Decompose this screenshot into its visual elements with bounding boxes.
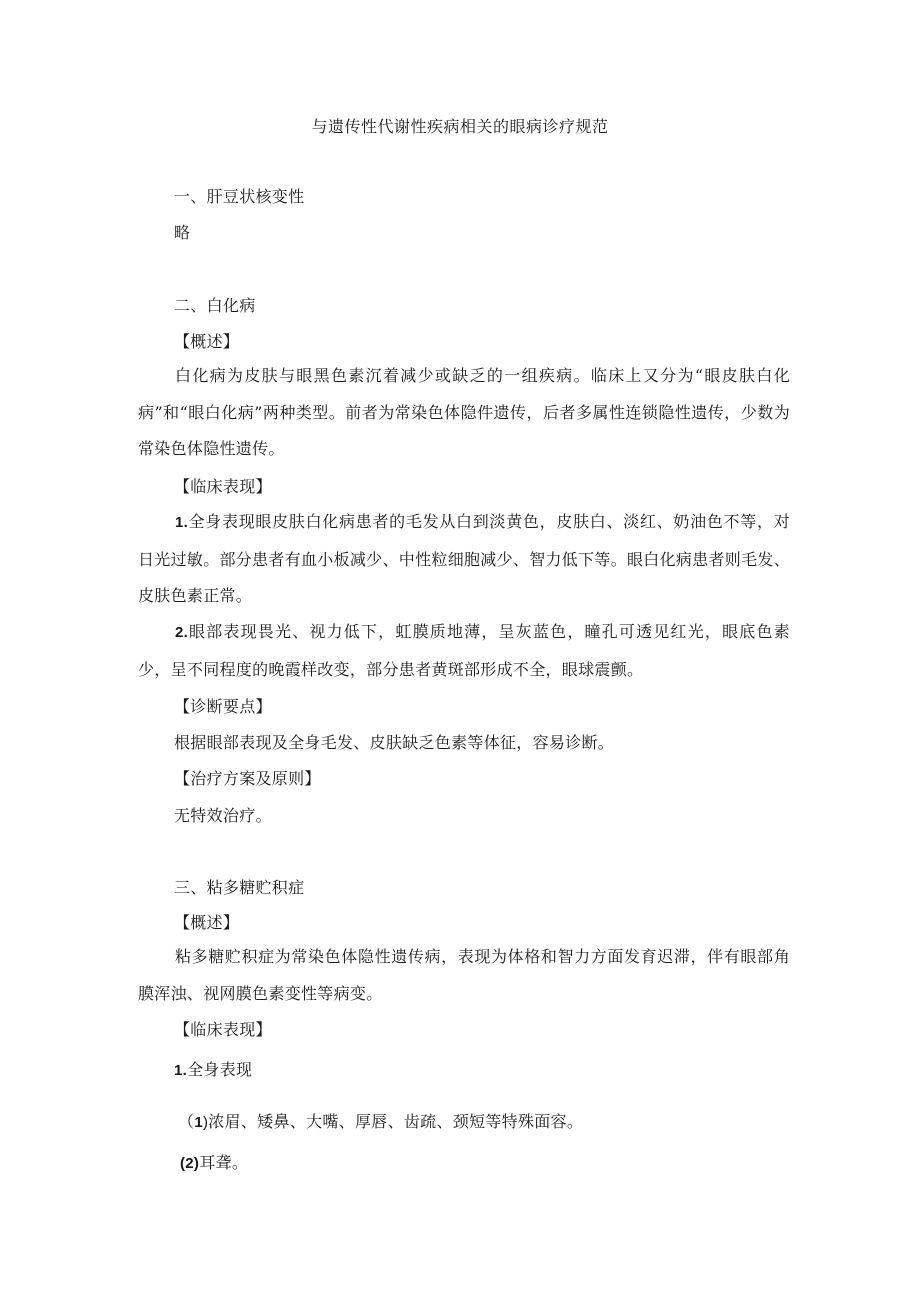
- section-3-heading: 三、粘多糖贮积症: [174, 878, 305, 897]
- section-2-diagnosis-text: 根据眼部表现及全身毛发、皮肤缺乏色素等体征，容易诊断。: [174, 733, 615, 752]
- subitem-open-paren: （: [178, 1112, 195, 1131]
- section-2-overview-text: 白化病为皮肤与眼黑色素沉着减少或缺乏的一组疾病。临床上又分为“眼皮肤白化病”和“眼白化病”两种类型。前者为常染色体隐件遗传，后者多属性连锁隐性遗传，少数为常染色体隐性遗传。: [138, 366, 790, 458]
- section-2-item-1: [138, 504, 790, 615]
- section-3-item-1: [174, 1057, 252, 1080]
- item-text: 全身表现眼皮肤白化病患者的毛发从白到淡黄色，皮肤白、淡红、奶油色不等，对日光过敏。部分患者有血小板减少、中性粒细胞减少、智力低下等。眼白化病患者则毛发、皮肤色素正常。: [138, 512, 791, 605]
- document-title: 与遗传性代谢性疾病相关的眼病诊疗规范: [311, 117, 609, 136]
- section-3-clinical-label: 【临床表现】: [174, 1020, 272, 1039]
- item-number: 1.: [174, 1062, 188, 1079]
- section-2-overview-label: 【概述】: [174, 332, 240, 351]
- subitem-text: 耳聋。: [199, 1153, 249, 1172]
- section-1-heading: 一、肝豆状核变性: [174, 187, 305, 206]
- item-text: 眼部表现畏光、视力低下，虹膜质地薄，呈灰蓝色，瞳孔可透见红光，眼底色素少，呈不同程度的晚霞样改变，部分患者黄斑部形成不全，眼球震颤。: [138, 622, 790, 679]
- item-number: 2.: [175, 624, 189, 641]
- section-2-heading: 二、白化病: [174, 296, 256, 315]
- section-2-treatment-label: 【治疗方案及原则】: [174, 769, 321, 788]
- subitem-number: 1: [194, 1114, 203, 1131]
- section-3-overview-text: 粘多糖贮积症为常染色体隐性遗传病，表现为体格和智力方面发育迟滞，伴有眼部角膜浑浊、视网膜色素变性等病变。: [138, 947, 790, 1003]
- section-3-subitem-1: [178, 1109, 583, 1132]
- subitem-close-paren: ): [202, 1114, 209, 1131]
- section-1-body: 略: [174, 223, 191, 242]
- section-2-item-2: [138, 614, 790, 688]
- subitem-text: 浓眉、矮鼻、大嘴、厚唇、齿疏、颈短等特殊面容。: [208, 1112, 584, 1131]
- section-2-diagnosis-label: 【诊断要点】: [174, 697, 272, 716]
- subitem-number: (2): [180, 1155, 200, 1172]
- section-3-overview-label: 【概述】: [174, 913, 240, 932]
- item-text: 全身表现: [187, 1060, 253, 1079]
- section-2-clinical-label: 【临床表现】: [174, 477, 272, 496]
- section-2-treatment-text: 无特效治疗。: [174, 806, 272, 825]
- item-number: 1.: [175, 514, 189, 531]
- section-3-subitem-2: [180, 1150, 248, 1173]
